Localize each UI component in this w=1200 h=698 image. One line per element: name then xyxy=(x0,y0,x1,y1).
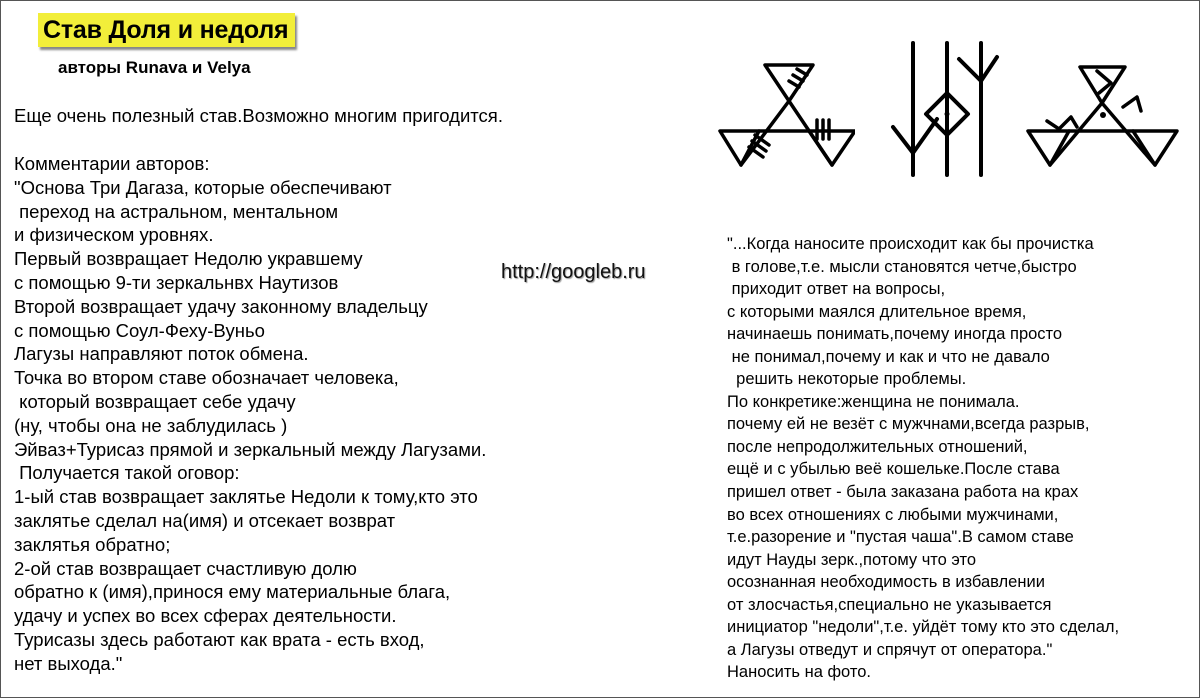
text-line: Первый возвращает Недолю укравшему xyxy=(14,248,363,270)
text-line: после непродолжительных отношений, xyxy=(727,437,1028,456)
text-line: "Основа Три Дагаза, которые обеспечивают xyxy=(14,176,392,198)
text-line: Второй возвращает удачу законному владельцу xyxy=(14,295,428,317)
text-line: инициатор "недоли",т.е. уйдёт тому кто это сделал, xyxy=(727,618,1120,637)
text-line: нет выхода." xyxy=(14,652,123,674)
text-line: и физическом уровнях. xyxy=(14,224,214,246)
text-line: "...Когда наносите происходит как бы прочистка xyxy=(727,235,1094,253)
text-line: 1-ый став возвращает заклятье Недоли к тому,кто это xyxy=(14,486,478,508)
text-line: в голове,т.е. мысли становятся четче,быстро xyxy=(727,257,1077,276)
text-line: который возвращает себе удачу xyxy=(14,390,296,412)
text-line: 2-ой став возвращает счастливую долю xyxy=(14,557,357,579)
page-title: Став Доля и недоля xyxy=(38,13,295,47)
text-line: заклятья обратно; xyxy=(14,533,171,555)
text-line: приходит ответ на вопросы, xyxy=(727,280,946,299)
text-line: (ну, чтобы она не заблудилась ) xyxy=(14,414,288,436)
text-line: пришел ответ - была заказана работа на крах xyxy=(727,483,1079,502)
text-line: Получается такой оговор: xyxy=(14,462,240,484)
watermark-url: http://googleb.ru xyxy=(501,261,646,283)
text-line: с помощью 9-ти зеркальнвх Наутизов xyxy=(14,271,339,293)
text-line: от злосчастья,специально не указывается xyxy=(727,595,1052,614)
text-line: Комментарии авторов: xyxy=(14,153,210,174)
text-line: осознанная необходимость в избавлении xyxy=(727,573,1045,592)
text-line: идут Науды зерк.,потому что это xyxy=(727,550,977,569)
text-line: обратно к (имя),принося ему материальные блага, xyxy=(14,581,451,603)
text-line: ещё и с убылью веё кошельке.После става xyxy=(727,460,1060,479)
staves-illustration xyxy=(715,35,1200,185)
text-line: переход на астральном, ментальном xyxy=(14,200,339,222)
text-line: с которыми маялся длительное время, xyxy=(727,302,1027,321)
text-line: во всех отношениях с любыми мужчинами, xyxy=(727,505,1059,524)
text-line: не понимал,почему и как и что не давало xyxy=(727,347,1050,366)
intro-text: Еще очень полезный став.Возможно многим пригодится. xyxy=(14,105,503,126)
text-line: т.е.разорение и "пустая чаша".В самом ставе xyxy=(727,528,1074,547)
stave-2-image xyxy=(885,35,1005,185)
text-line: Наносить на фото. xyxy=(727,663,871,682)
text-line: Турисазы здесь работают как врата - есть вход, xyxy=(14,628,425,650)
text-line: решить некоторые проблемы. xyxy=(727,370,967,389)
experience-comment xyxy=(727,233,1197,684)
text-line: с помощью Соул-Феху-Вуньо xyxy=(14,319,265,341)
text-line: удачу и успех во всех сферах деятельности. xyxy=(14,605,397,627)
text-line: Точка во втором ставе обозначает человека, xyxy=(14,367,399,389)
stave-3-image xyxy=(1025,35,1185,185)
text-line: а Лагузы отведут и спрячут от оператора." xyxy=(727,640,1053,659)
text-line: начинаешь понимать,почему иногда просто xyxy=(727,325,1063,344)
text-line: заклятье сделал на(имя) и отсекает возврат xyxy=(14,509,396,531)
text-line: По конкретике:женщина не понимала. xyxy=(727,392,1020,411)
authors-commentary xyxy=(14,152,574,676)
text-line: Лагузы направляют поток обмена. xyxy=(14,343,309,365)
text-line: почему ей не везёт с мужчнами,всегда разрыв, xyxy=(727,415,1090,434)
text-line: Эйваз+Турисаз прямой и зеркальный между Лагузами. xyxy=(14,438,487,460)
stave-1-image xyxy=(715,35,855,185)
authors-line: авторы Runava и Velya xyxy=(58,58,251,77)
